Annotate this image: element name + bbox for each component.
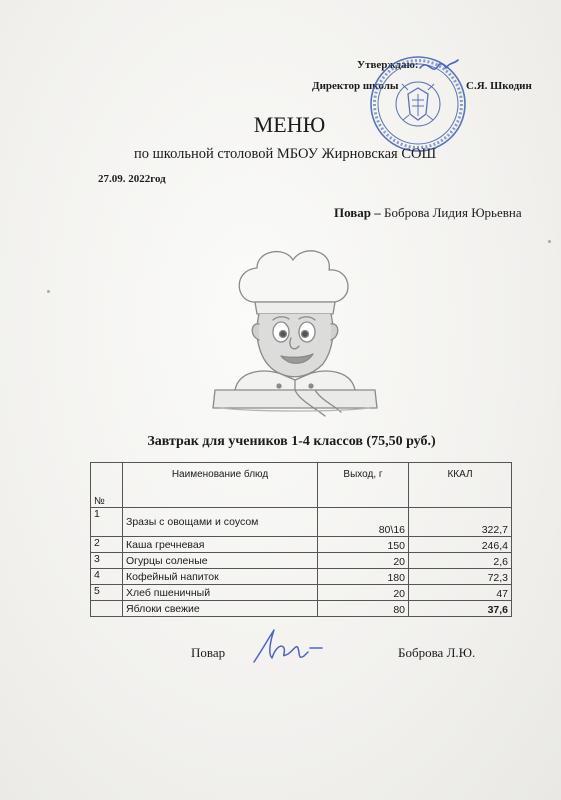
menu-date: 27.09. 2022год xyxy=(98,173,166,185)
menu-table xyxy=(90,462,512,617)
approval-label: Утверждаю: xyxy=(357,59,419,71)
scan-dust xyxy=(548,240,551,243)
dish-output: 20 xyxy=(318,553,409,569)
school-stamp-seal xyxy=(368,54,468,154)
dish-kcal: 72,3 xyxy=(409,569,512,585)
dish-name: Кофейный напиток xyxy=(123,569,318,585)
table-row xyxy=(91,553,512,569)
row-number: 1 xyxy=(91,508,123,537)
row-number: 4 xyxy=(91,569,123,585)
document-title: МЕНЮ xyxy=(253,112,326,137)
dish-kcal: 37,6 xyxy=(409,601,512,617)
dish-output: 150 xyxy=(318,537,409,553)
header-output: Выход, г xyxy=(318,463,409,508)
chef-illustration xyxy=(195,240,395,425)
dish-name: Яблоки свежие xyxy=(123,601,318,617)
meal-title: Завтрак для учеников 1-4 классов (75,50 руб.) xyxy=(147,434,436,449)
dish-name: Хлеб пшеничный xyxy=(123,585,318,601)
dish-name: Зразы с овощами и соусом xyxy=(123,508,318,537)
header-number: № xyxy=(91,463,123,508)
dish-kcal: 322,7 xyxy=(409,508,512,537)
table-row xyxy=(91,569,512,585)
row-number: 2 xyxy=(91,537,123,553)
dish-kcal: 2,6 xyxy=(409,553,512,569)
director-name: С.Я. Шкодин xyxy=(466,80,532,92)
footer-cook-label: Повар xyxy=(191,645,226,660)
dish-name: Огурцы соленые xyxy=(123,553,318,569)
dish-output: 80\16 xyxy=(318,508,409,537)
row-number: 3 xyxy=(91,553,123,569)
scan-dust xyxy=(47,290,50,293)
dish-output: 20 xyxy=(318,585,409,601)
header-kcal: ККАЛ xyxy=(409,463,512,508)
table-row xyxy=(91,537,512,553)
cook-name: Боброва Лидия Юрьевна xyxy=(384,205,522,220)
dish-output: 180 xyxy=(318,569,409,585)
director-label: Директор школы xyxy=(312,80,399,92)
cook-label: Повар – xyxy=(334,205,381,220)
dish-kcal: 47 xyxy=(409,585,512,601)
table-row xyxy=(91,508,512,537)
cook-line xyxy=(334,205,522,221)
row-number xyxy=(91,601,123,617)
canteen-subtitle: по школьной столовой МБОУ Жирновская СОШ xyxy=(134,146,437,162)
header-dish-name: Наименование блюд xyxy=(123,463,318,508)
dish-kcal: 246,4 xyxy=(409,537,512,553)
row-number: 5 xyxy=(91,585,123,601)
cook-signature xyxy=(248,624,328,669)
table-row xyxy=(91,601,512,617)
table-header-row xyxy=(91,463,512,508)
table-row xyxy=(91,585,512,601)
footer-cook-name: Боброва Л.Ю. xyxy=(398,645,476,660)
dish-output: 80 xyxy=(318,601,409,617)
dish-name: Каша гречневая xyxy=(123,537,318,553)
